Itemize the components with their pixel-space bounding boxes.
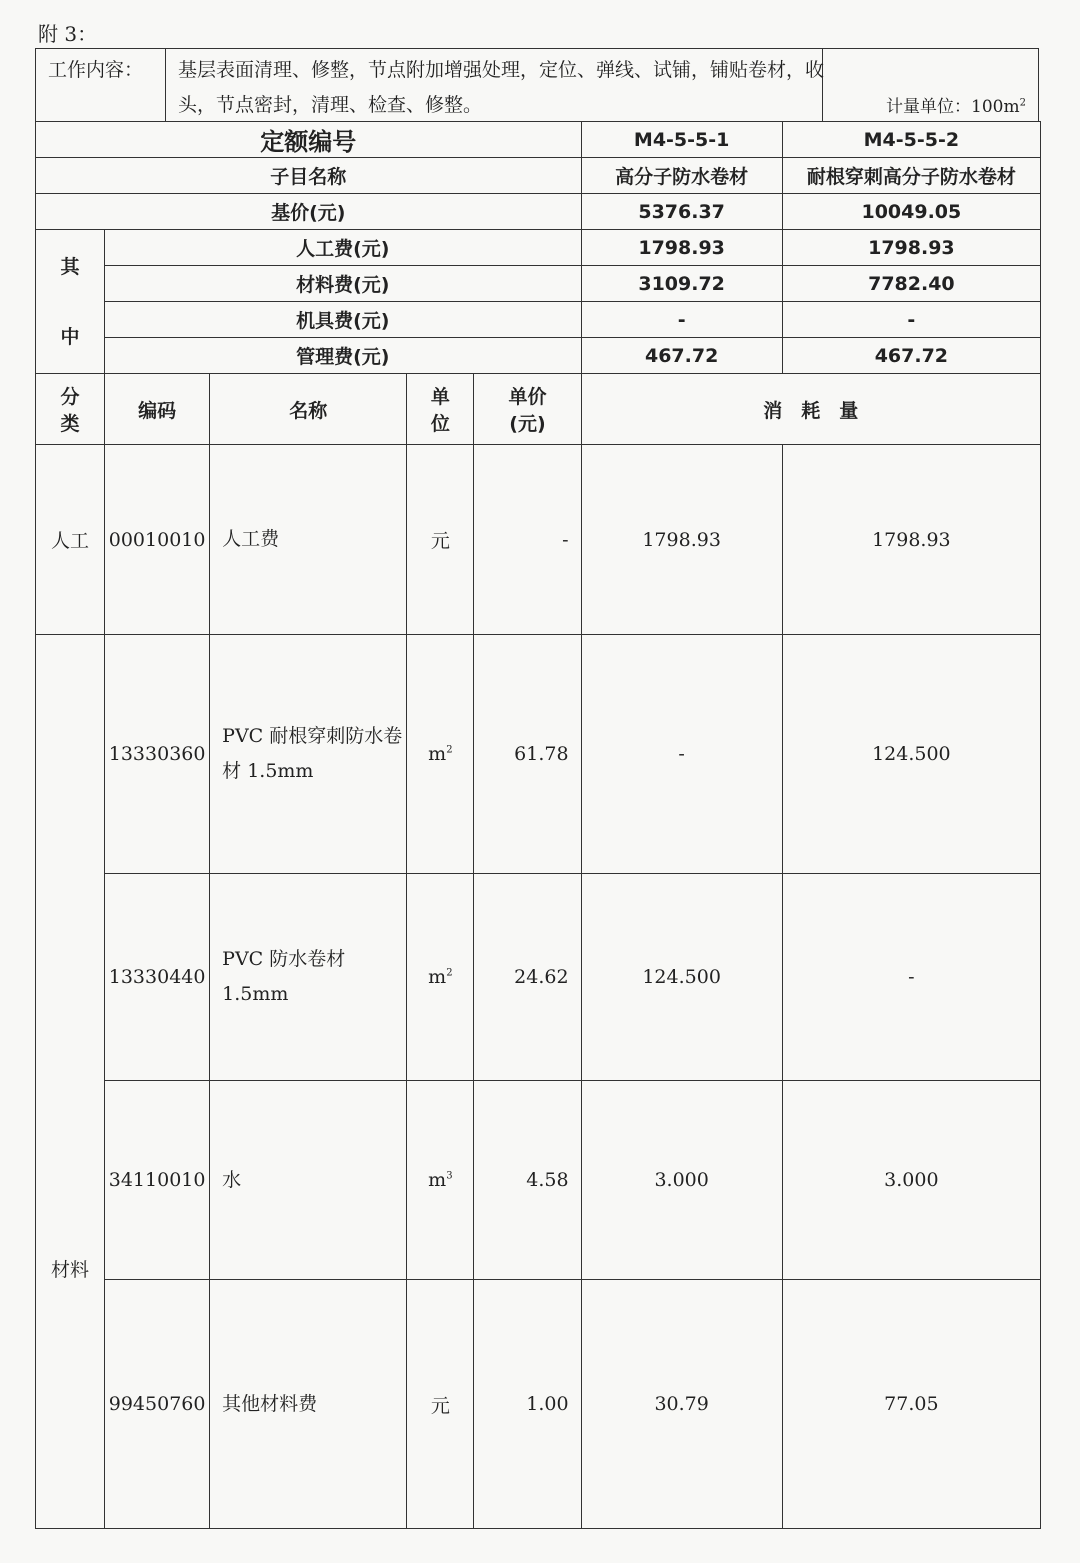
labor-fee-label: 人工费(元) <box>105 230 581 266</box>
item-name-row <box>36 158 1041 194</box>
row-name: 人工费 <box>210 445 407 635</box>
table-row <box>36 445 1041 635</box>
base-price-2: 10049.05 <box>782 194 1040 230</box>
row-unit-text: m <box>428 1169 447 1191</box>
row-qty-1: 124.500 <box>581 874 782 1081</box>
quota-code-2: M4-5-5-2 <box>782 122 1040 158</box>
row-name: 其他材料费 <box>210 1280 407 1529</box>
row-qty-1: - <box>581 635 782 874</box>
management-fee-row <box>36 338 1041 374</box>
row-unit <box>407 635 474 874</box>
price-header-2: (元) <box>509 413 546 435</box>
material-category-label: 材料 <box>51 1259 90 1281</box>
material-fee-row <box>36 266 1041 302</box>
row-category: 人工 <box>36 445 105 635</box>
item-name-2: 耐根穿刺高分子防水卷材 <box>782 158 1040 194</box>
quota-code-label: 定额编号 <box>36 122 582 158</box>
quota-code-1: M4-5-5-1 <box>581 122 782 158</box>
category-header-2: 类 <box>60 413 80 435</box>
code-header: 编码 <box>105 374 210 445</box>
row-qty-2: 124.500 <box>782 635 1040 874</box>
row-unit-sup: 2 <box>446 967 453 979</box>
row-price: 61.78 <box>474 635 581 874</box>
row-qty-1: 1798.93 <box>581 445 782 635</box>
measure-unit <box>886 92 1026 117</box>
row-qty-2: - <box>782 874 1040 1081</box>
material-fee-1: 3109.72 <box>581 266 782 302</box>
row-code: 00010010 <box>105 445 210 635</box>
management-fee-2: 467.72 <box>782 338 1040 374</box>
row-name: PVC 防水卷材 1.5mm <box>210 874 407 1081</box>
table-row <box>36 1081 1041 1280</box>
labor-fee-2: 1798.93 <box>782 230 1040 266</box>
measure-unit-sup: 2 <box>1019 97 1026 109</box>
among-char-2: 中 <box>60 325 80 348</box>
row-unit-sup: 3 <box>446 1170 453 1182</box>
appendix-label: 附 3： <box>38 22 98 46</box>
work-content-text: 基层表面清理、修整，节点附加增强处理，定位、弹线、试铺，铺贴卷材，收头，节点密封，清理、检查、修整。 <box>178 59 825 116</box>
row-unit-text: m <box>428 743 447 765</box>
machine-fee-2: - <box>782 302 1040 338</box>
quota-table <box>35 121 1041 1529</box>
base-price-1: 5376.37 <box>581 194 782 230</box>
consumption-header: 消 耗 量 <box>581 374 1040 445</box>
row-unit-text: 元 <box>430 1394 450 1417</box>
name-header: 名称 <box>210 374 407 445</box>
row-price: 4.58 <box>474 1081 581 1280</box>
item-name-label: 子目名称 <box>36 158 582 194</box>
category-header-1: 分 <box>60 386 80 408</box>
row-code: 99450760 <box>105 1280 210 1529</box>
among-char-1: 其 <box>60 255 80 278</box>
row-name: PVC 耐根穿刺防水卷材 1.5mm <box>210 635 407 874</box>
labor-fee-row <box>36 230 1041 266</box>
unit-header-1: 单 <box>430 386 450 408</box>
row-unit-text: 元 <box>430 530 450 552</box>
work-content-box <box>35 48 1039 121</box>
row-unit <box>407 1280 474 1529</box>
material-fee-label: 材料费(元) <box>105 266 581 302</box>
item-name-1: 高分子防水卷材 <box>581 158 782 194</box>
row-qty-2: 77.05 <box>782 1280 1040 1529</box>
work-content-label: 工作内容： <box>48 59 144 81</box>
row-price: 1.00 <box>474 1280 581 1529</box>
price-header-1: 单价 <box>508 386 547 408</box>
row-qty-2: 3.000 <box>782 1081 1040 1280</box>
divider <box>165 49 166 121</box>
row-unit <box>407 1081 474 1280</box>
row-unit-sup: 2 <box>446 744 453 756</box>
row-qty-2: 1798.93 <box>782 445 1040 635</box>
category-header <box>36 374 105 445</box>
row-unit <box>407 874 474 1081</box>
machine-fee-label: 机具费(元) <box>105 302 581 338</box>
row-code: 13330440 <box>105 874 210 1081</box>
row-price: 24.62 <box>474 874 581 1081</box>
row-qty-1: 30.79 <box>581 1280 782 1529</box>
row-unit <box>407 445 474 635</box>
base-price-row <box>36 194 1041 230</box>
management-fee-label: 管理费(元) <box>105 338 581 374</box>
row-unit-text: m <box>428 966 447 988</box>
row-price: - <box>474 445 581 635</box>
material-fee-2: 7782.40 <box>782 266 1040 302</box>
quota-code-row <box>36 122 1041 158</box>
column-header-row <box>36 374 1041 445</box>
table-row <box>36 1280 1041 1529</box>
management-fee-1: 467.72 <box>581 338 782 374</box>
table-row <box>36 874 1041 1081</box>
row-category <box>36 635 105 1529</box>
row-code: 34110010 <box>105 1081 210 1280</box>
row-name: 水 <box>210 1081 407 1280</box>
measure-unit-text: 计量单位：100m <box>886 97 1020 117</box>
machine-fee-row <box>36 302 1041 338</box>
table-row <box>36 635 1041 874</box>
base-price-label: 基价(元) <box>36 194 582 230</box>
unit-header-2: 位 <box>430 413 450 435</box>
machine-fee-1: - <box>581 302 782 338</box>
among-label <box>36 230 105 374</box>
price-header <box>474 374 581 445</box>
labor-fee-1: 1798.93 <box>581 230 782 266</box>
row-code: 13330360 <box>105 635 210 874</box>
unit-header <box>407 374 474 445</box>
row-qty-1: 3.000 <box>581 1081 782 1280</box>
